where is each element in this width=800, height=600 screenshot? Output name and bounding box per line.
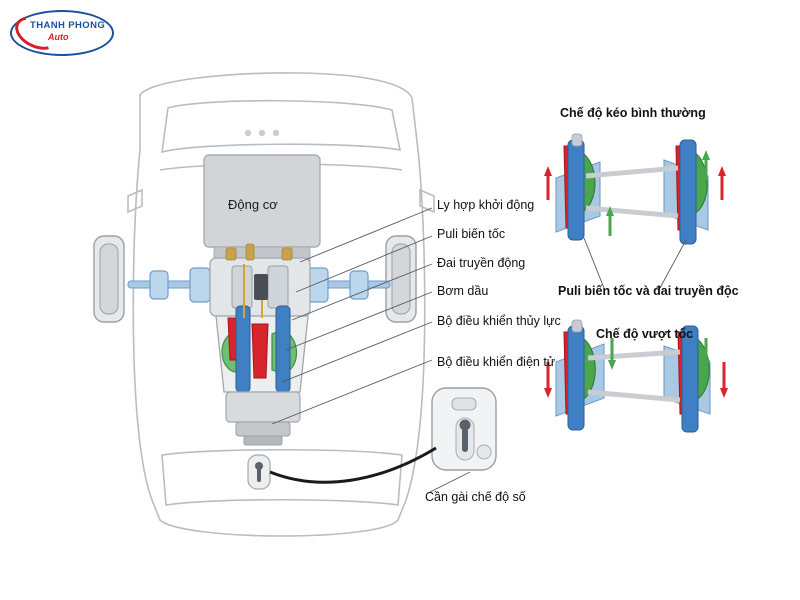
panel-title-pulley-belt: Puli biến tốc và đai truyền độc xyxy=(558,284,739,298)
gear-selector-module xyxy=(432,388,496,470)
roof-detail xyxy=(245,130,279,136)
callout-label-hydraulic: Bộ điều khiển thủy lực xyxy=(437,314,561,328)
transmission-assembly xyxy=(128,244,390,445)
logo-brand-text: THANH PHONG xyxy=(30,20,106,31)
logo-sub-text: Auto xyxy=(48,32,69,42)
callout-label-ecu: Bộ điều khiển điện tử xyxy=(437,355,556,369)
callout-label-variator: Puli biến tốc xyxy=(437,227,506,241)
panel-title-normal-drive: Chế độ kéo bình thường xyxy=(560,106,706,120)
panel-title-overdrive: Chế độ vượt tốc xyxy=(596,327,694,341)
shift-lever-small-icon xyxy=(248,455,270,489)
callout-label-clutch: Ly hợp khởi động xyxy=(437,198,535,212)
callout-label-oil-pump: Bơm dầu xyxy=(437,284,489,298)
callout-label-shifter: Cần gài chế độ số xyxy=(425,490,526,504)
callout-label-belt: Đai truyền động xyxy=(437,256,526,270)
engine-label: Động cơ xyxy=(228,197,278,212)
panel-normal-drive-illustration xyxy=(544,134,726,288)
